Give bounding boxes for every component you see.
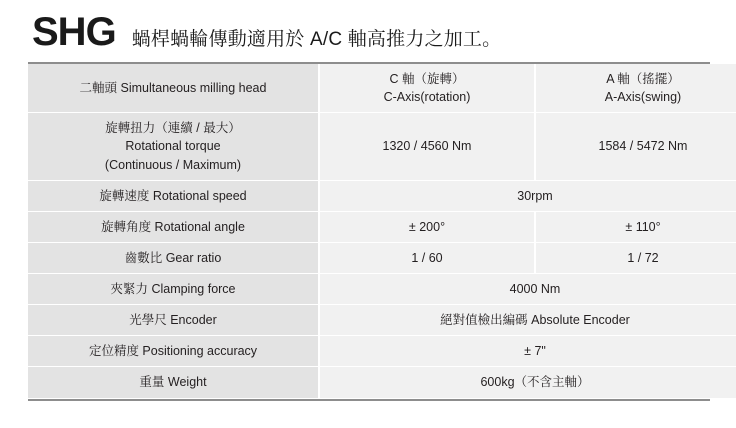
torque-label-note: (Continuous / Maximum): [104, 157, 242, 172]
brand-logo: SHG: [32, 10, 116, 54]
c-axis-label-en: C-Axis(rotation): [383, 90, 471, 105]
row-value-angle-c: ± 200°: [319, 211, 535, 242]
row-value-encoder: 絕對值檢出編碼 Absolute Encoder: [319, 305, 736, 336]
table-row: [28, 180, 736, 211]
row-value-clamping-force: 4000 Nm: [319, 274, 736, 305]
table-row: [28, 242, 736, 273]
c-axis-label-zh: C 軸（旋轉）: [389, 72, 465, 86]
a-axis-label-en: A-Axis(swing): [604, 90, 682, 105]
table-row: [28, 336, 736, 367]
table-row: [28, 367, 736, 398]
specification-table: [28, 64, 736, 399]
row-label-encoder: 光學尺 Encoder: [28, 305, 319, 336]
row-value-rotational-speed: 30rpm: [319, 180, 736, 211]
row-value-gear-ratio-a: 1 / 72: [535, 242, 736, 273]
row-value-torque-a: 1584 / 5472 Nm: [535, 113, 736, 180]
page-header: [28, 12, 708, 52]
row-value-weight: 600kg（不含主軸）: [319, 367, 736, 398]
a-axis-label-zh: A 軸（搖擺）: [606, 72, 680, 86]
row-label-rotational-torque: [28, 113, 319, 180]
table-row: [28, 274, 736, 305]
row-value-angle-a: ± 110°: [535, 211, 736, 242]
table-bottom-rule: [28, 399, 710, 401]
row-value-a-axis: [535, 64, 736, 113]
row-label-rotational-speed: 旋轉速度 Rotational speed: [28, 180, 319, 211]
torque-label-zh: 旋轉扭力（連續 / 最大）: [105, 121, 241, 136]
page-title: 蝸桿蝸輪傳動適用於 A/C 軸高推力之加工。: [131, 29, 502, 50]
row-label-milling-head: 二軸頭 Simultaneous milling head: [28, 64, 319, 113]
table-row: [28, 211, 736, 242]
row-value-gear-ratio-c: 1 / 60: [319, 242, 535, 273]
table-row: [28, 64, 736, 113]
row-label-gear-ratio: 齒數比 Gear ratio: [28, 242, 319, 273]
row-label-clamping-force: 夾緊力 Clamping force: [28, 274, 319, 305]
row-label-weight: 重量 Weight: [28, 367, 319, 398]
row-value-torque-c: 1320 / 4560 Nm: [319, 113, 535, 180]
row-value-positioning-accuracy: ± 7": [319, 336, 736, 367]
table-row: [28, 113, 736, 180]
torque-label-en: Rotational torque: [125, 139, 221, 154]
table-row: [28, 305, 736, 336]
row-value-c-axis: [319, 64, 535, 113]
row-label-rotational-angle: 旋轉角度 Rotational angle: [28, 211, 319, 242]
row-label-positioning-accuracy: 定位精度 Positioning accuracy: [28, 336, 319, 367]
